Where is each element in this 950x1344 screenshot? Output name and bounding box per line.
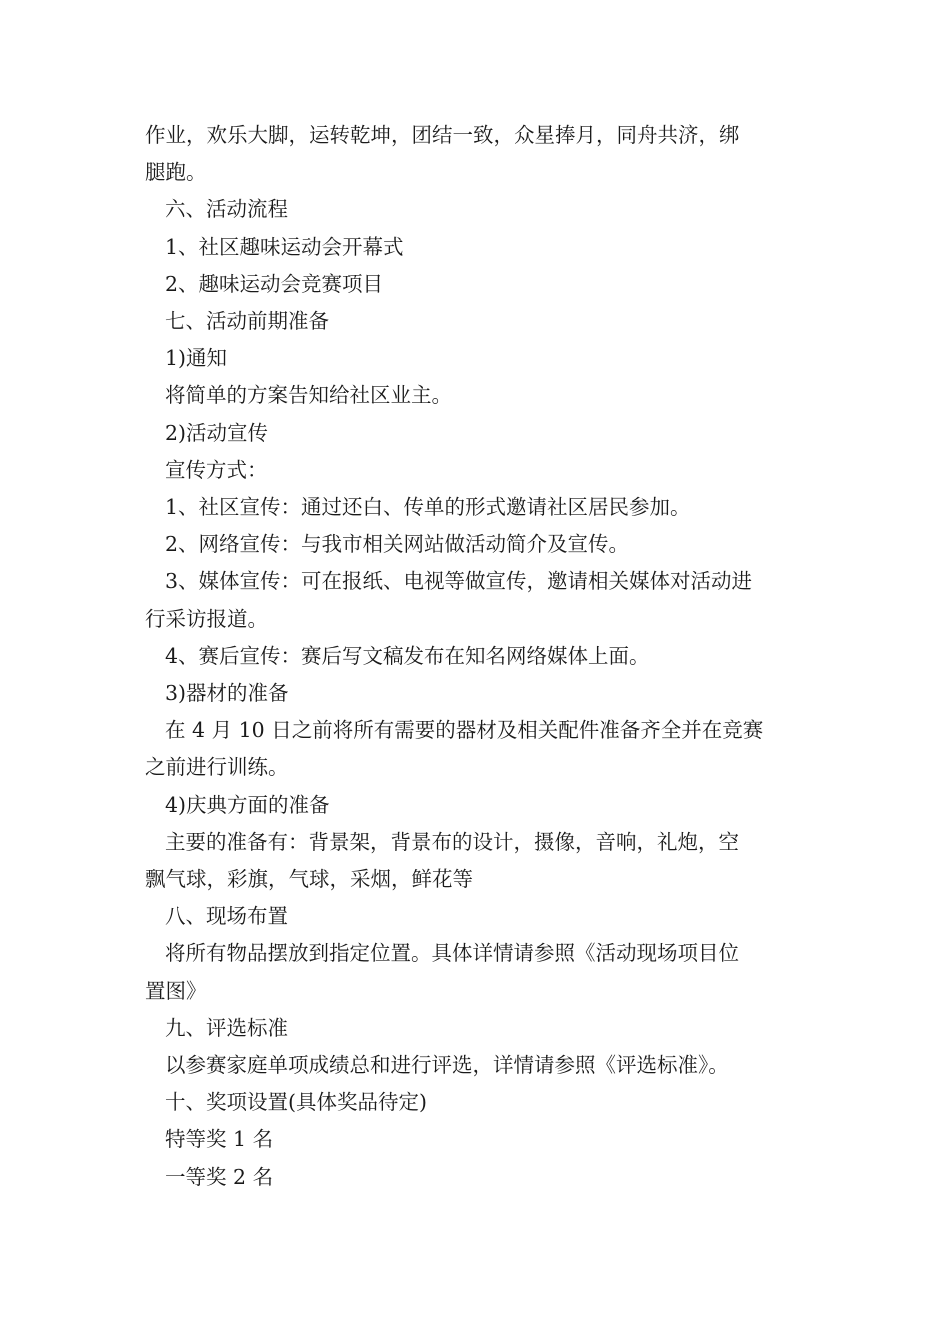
section-heading: 六、活动流程 (165, 197, 288, 222)
section-heading: 七、活动前期准备 (165, 309, 329, 334)
text-line: 行采访报道。 (145, 606, 268, 631)
text-line: 飘气球，彩旗，气球，采烟，鲜花等 (145, 867, 473, 892)
text-line: 一等奖 2 名 (165, 1164, 274, 1189)
subsection-heading: 2)活动宣传 (165, 420, 269, 445)
section-heading: 八、现场布置 (165, 904, 288, 929)
text-line: 以参赛家庭单项成绩总和进行评选，详情请参照《评选标准》。 (165, 1053, 729, 1078)
text-line: 主要的准备有：背景架，背景布的设计，摄像，音响，礼炮，空 (165, 829, 739, 854)
text-line: 在 4 月 10 日之前将所有需要的器材及相关配件准备齐全并在竞赛 (165, 718, 764, 743)
list-item: 2、网络宣传：与我市相关网站做活动简介及宣传。 (165, 532, 630, 557)
text-line: 之前进行训练。 (145, 755, 289, 780)
section-heading: 九、评选标准 (165, 1015, 288, 1040)
text-line: 宣传方式： (165, 457, 268, 482)
text-line: 特等奖 1 名 (165, 1127, 274, 1152)
text-line: 置图》 (145, 978, 207, 1003)
list-item: 1、社区宣传：通过还白、传单的形式邀请社区居民参加。 (165, 495, 691, 520)
list-item: 1、社区趣味运动会开幕式 (165, 234, 404, 259)
list-item: 2、趣味运动会竞赛项目 (165, 271, 384, 296)
list-item: 3、媒体宣传：可在报纸、电视等做宣传，邀请相关媒体对活动进 (165, 569, 753, 594)
document-body (145, 117, 807, 1196)
text-line: 腿跑。 (145, 160, 207, 185)
subsection-heading: 4)庆典方面的准备 (165, 792, 330, 817)
subsection-heading: 3)器材的准备 (165, 681, 289, 706)
text-line: 将简单的方案告知给社区业主。 (165, 383, 452, 408)
text-line: 作业，欢乐大脚，运转乾坤，团结一致，众星捧月，同舟共济，绑 (145, 123, 740, 147)
list-item: 4、赛后宣传：赛后写文稿发布在知名网络媒体上面。 (165, 643, 650, 668)
section-heading: 十、奖项设置(具体奖品待定) (165, 1090, 427, 1115)
text-line: 将所有物品摆放到指定位置。具体详情请参照《活动现场项目位 (165, 941, 739, 966)
subsection-heading: 1)通知 (165, 346, 228, 371)
